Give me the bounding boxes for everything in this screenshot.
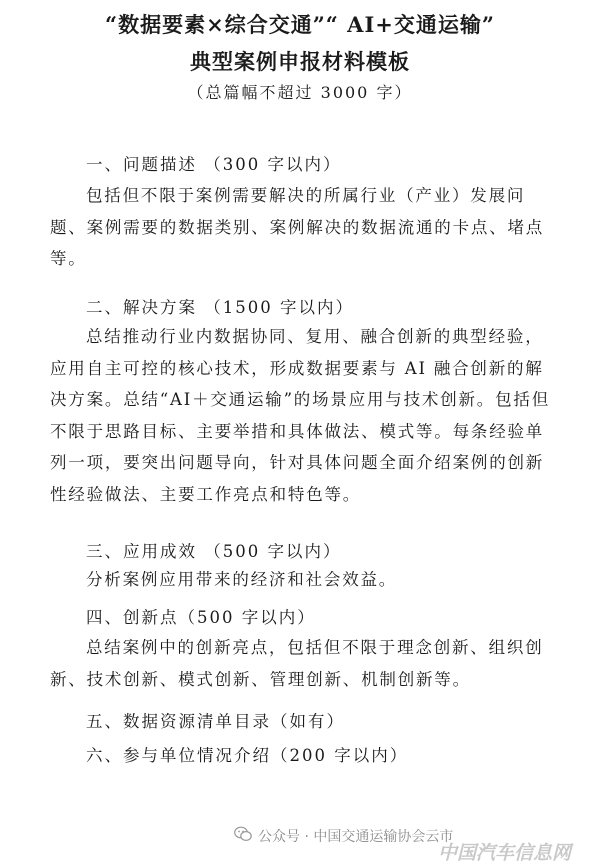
section-6-heading: 六、参与单位情况介绍（200 字以内） xyxy=(86,746,409,765)
section-4-body: 总结案例中的创新亮点，包括但不限于理念创新、组织创新、技术创新、模式创新、管理创新、机制创新等。 xyxy=(50,638,544,689)
section-2-body: 总结推动行业内数据协同、复用、融合创新的典型经验，应用自主可控的核心技术，形成数据要素与 AI 融合创新的解决方案。总结“AI＋交通运输”的场景应用与技术创新。包括但不限于思路目标、主要举措和具体做法、模式等。每条经验单列一项，要突出问题导向，针对具体问题全面介绍案例的创新性经验做法、主要工作亮点和特色等。 xyxy=(50,327,551,504)
section-3-heading: 三、应用成效 （500 字以内） xyxy=(86,542,342,561)
section-5-heading: 五、数据资源清单目录（如有） xyxy=(86,712,345,731)
document-title-line-2: 典型案例申报材料模板 xyxy=(190,49,410,74)
section-1-body: 包括但不限于案例需要解决的所属行业（产业）发展问题、案例需要的数据类别、案例解决的数据流通的卡点、堵点等。 xyxy=(50,186,545,268)
section-4-heading: 四、创新点（500 字以内） xyxy=(86,608,316,627)
document-subtitle: （总篇幅不超过 3000 字） xyxy=(187,83,413,102)
document-title-line-1: “数据要素×综合交通”“ AI+交通运输” xyxy=(105,12,495,37)
site-logo-watermark: 中国汽车信息网 xyxy=(438,842,572,864)
section-2-heading: 二、解决方案 （1500 字以内） xyxy=(86,298,354,317)
wechat-watermark: 公众号 · 中国交通运输协会云市 xyxy=(258,829,454,845)
wechat-icon xyxy=(234,826,252,842)
section-3-body: 分析案例应用带来的经济和社会效益。 xyxy=(86,570,398,589)
section-1-heading: 一、问题描述 （300 字以内） xyxy=(86,155,342,174)
